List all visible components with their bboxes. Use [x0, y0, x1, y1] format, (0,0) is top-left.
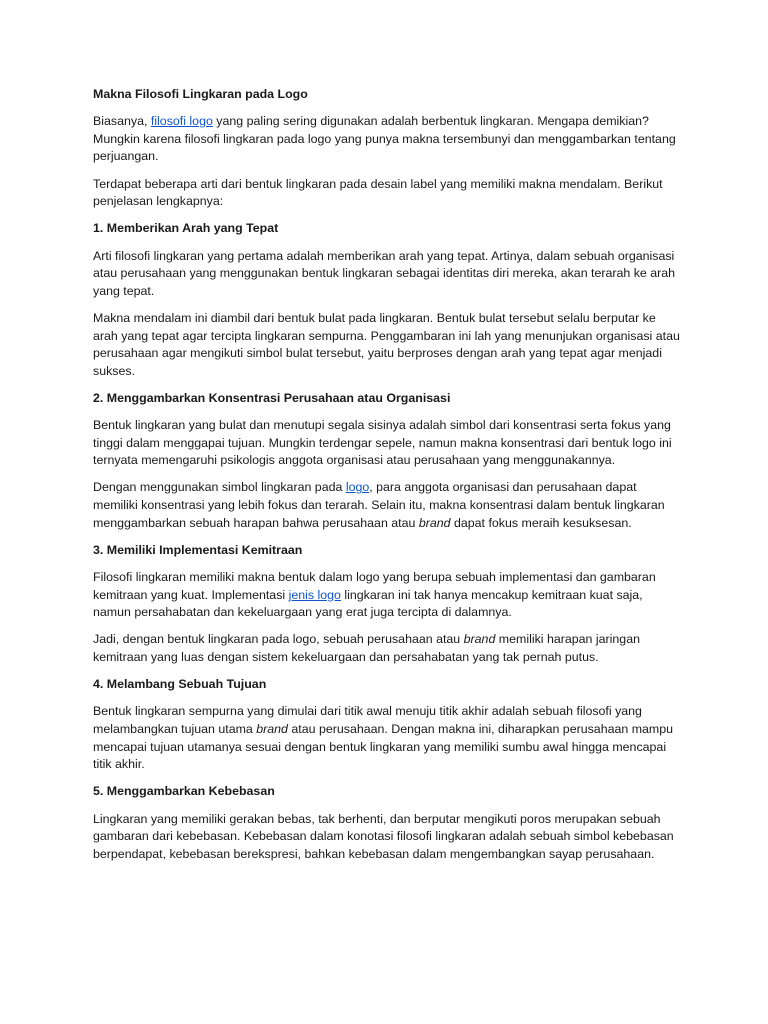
- filosofi-logo-link[interactable]: filosofi logo: [150, 114, 213, 129]
- brand-italic-text: brand: [463, 632, 496, 647]
- section-3-paragraph-2: [93, 631, 683, 666]
- jenis-logo-link[interactable]: jenis logo: [288, 587, 341, 602]
- intro-paragraph-1: [93, 113, 683, 166]
- section-4-paragraph-1: [93, 703, 683, 773]
- section-3-p2-text-after: memiliki harapan jaringan kemitraan yang luas dengan sistem kekeluargaan dan persahabatan yang tak pernah putus.: [93, 632, 640, 664]
- intro-paragraph-2: Terdapat beberapa arti dari bentuk lingkaran pada desain label yang memiliki makna mendalam. Berikut penjelasan lengkapnya:: [93, 176, 663, 209]
- section-5-heading: 5. Menggambarkan Kebebasan: [93, 784, 275, 799]
- section-2-text-end: dapat fokus meraih kesuksesan.: [450, 515, 632, 530]
- section-2-text-before-link: Dengan menggunakan simbol lingkaran pada: [93, 480, 346, 495]
- section-2-paragraph-1: Bentuk lingkaran yang bulat dan menutupi segala sisinya adalah simbol dari konsentrasi serta fokus yang tinggi dalam menggapai tujuan. Mungkin terdengar sepele, namun makna konsentrasi dari bentuk logo ini ternyata memengaruhi psikologis anggota organisasi atau perusahaan yang menggunakannya.: [93, 418, 672, 468]
- section-2-heading: 2. Menggambarkan Konsentrasi Perusahaan atau Organisasi: [93, 390, 451, 405]
- intro-text-before-link: Biasanya,: [93, 114, 151, 129]
- section-2-paragraph-2: [93, 479, 683, 532]
- document-title: Makna Filosofi Lingkaran pada Logo: [93, 87, 308, 101]
- section-1-paragraph-2: Makna mendalam ini diambil dari bentuk bulat pada lingkaran. Bentuk bulat tersebut selalu berputar ke arah yang tepat agar tercipta lingkaran sempurna. Penggambaran ini lah yang menunjukan organisasi atau perusahaan agar mengikuti simbol bulat tersebut, yaitu berproses dengan arah yang tepat agar menjadi sukses.: [93, 310, 680, 378]
- section-3-paragraph-1: [93, 569, 683, 622]
- section-4-text-after: atau perusahaan. Dengan makna ini, diharapkan perusahaan mampu mencapai tujuan utamanya sesuai dengan bentuk lingkaran yang memiliki sumbu awal hingga mencapai titik akhir.: [93, 721, 674, 772]
- brand-italic-text: brand: [418, 515, 451, 530]
- section-4-heading: 4. Melambang Sebuah Tujuan: [93, 677, 267, 692]
- section-3-p2-text-before: Jadi, dengan bentuk lingkaran pada logo, sebuah perusahaan atau: [93, 632, 464, 647]
- intro-text-after-link: yang paling sering digunakan adalah berbentuk lingkaran. Mengapa demikian? Mungkin karena filosofi lingkaran pada logo yang punya makna tersembunyi dan menggambarkan tentang perjuangan.: [93, 114, 676, 164]
- section-2-text-middle: , para anggota organisasi dan perusahaan dapat memiliki konsentrasi yang lebih fokus dan terarah. Selain itu, makna konsentrasi dalam bentuk lingkaran menggambarkan sebuah harapan bahwa perusahaan atau: [93, 480, 665, 530]
- section-3-text-before-link: Filosofi lingkaran memiliki makna bentuk dalam logo yang berupa sebuah implementasi dan gambaran kemitraan yang kuat. Implementasi: [93, 570, 656, 602]
- section-1-heading: 1. Memberikan Arah yang Tepat: [93, 221, 279, 236]
- section-1-paragraph-1: Arti filosofi lingkaran yang pertama adalah memberikan arah yang tepat. Artinya, dalam sebuah organisasi atau perusahaan yang menggunakan bentuk lingkaran sebagai identitas diri mereka, akan terarah ke arah yang tepat.: [93, 248, 676, 298]
- section-5-paragraph-1: Lingkaran yang memiliki gerakan bebas, tak berhenti, dan berputar mengikuti poros merupakan sebuah gambaran dari kebebasan. Kebebasan dalam konotasi filosofi lingkaran adalah sebuah simbol kebebasan berpendapat, kebebasan berekspresi, bahkan kebebasan dalam mengembangkan sayap perusahaan.: [93, 811, 674, 861]
- section-3-text-after-link: lingkaran ini tak hanya mencakup kemitraan kuat saja, namun persahabatan dan kekeluargaan yang erat juga tercipta di dalamnya.: [93, 587, 643, 620]
- brand-italic-text: brand: [256, 721, 288, 736]
- section-3-heading: 3. Memiliki Implementasi Kemitraan: [93, 542, 303, 557]
- document-page: [93, 86, 683, 873]
- logo-link[interactable]: logo: [345, 480, 370, 495]
- section-4-text-before: Bentuk lingkaran sempurna yang dimulai dari titik awal menuju titik akhir adalah sebuah filosofi yang melambangkan tujuan utama: [93, 704, 642, 736]
